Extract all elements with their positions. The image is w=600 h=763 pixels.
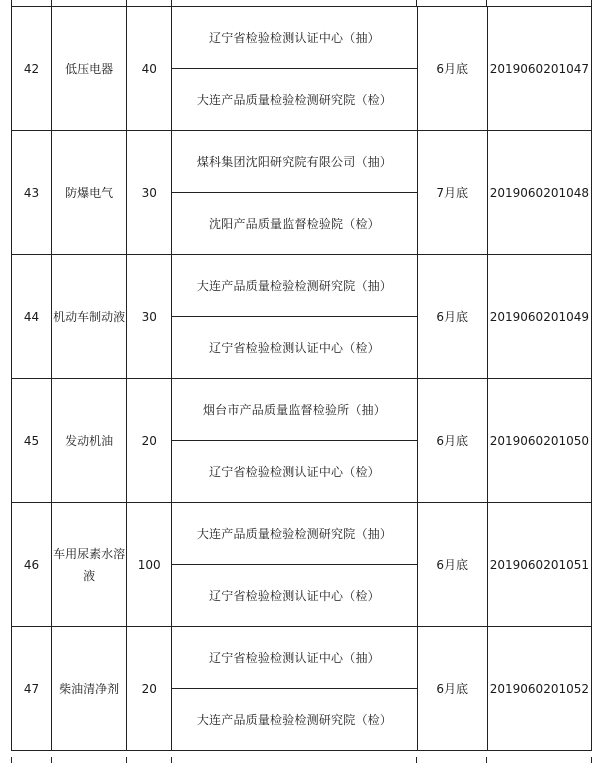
deadline: 6月底 [417,627,487,751]
inspection-table [11,6,592,751]
testing-institution: 辽宁省检验检测认证中心（检） [172,565,417,627]
sampling-institution: 煤科集团沈阳研究院有限公司（抽） [172,131,417,193]
deadline: 6月底 [417,7,487,131]
sampling-institution: 辽宁省检验检测认证中心（抽） [172,7,417,69]
row-number: 46 [12,503,52,627]
product-name: 车用尿素水溶液 [52,503,127,627]
table-row [12,255,592,317]
deadline: 6月底 [417,255,487,379]
product-name: 发动机油 [52,379,127,503]
sampling-institution: 辽宁省检验检测认证中心（抽） [172,627,417,689]
table-row [12,7,592,69]
table-bottom-edge [11,757,592,763]
batch-quantity: 20 [127,627,172,751]
testing-institution: 辽宁省检验检测认证中心（检） [172,441,417,503]
batch-quantity: 30 [127,131,172,255]
row-number: 47 [12,627,52,751]
product-name: 柴油清净剂 [52,627,127,751]
testing-institution: 大连产品质量检验检测研究院（检） [172,689,417,751]
product-name: 防爆电气 [52,131,127,255]
testing-institution: 大连产品质量检验检测研究院（检） [172,69,417,131]
sampling-institution: 烟台市产品质量监督检验所（抽） [172,379,417,441]
deadline: 7月底 [417,131,487,255]
batch-quantity: 20 [127,379,172,503]
task-code: 2019060201047 [487,7,591,131]
row-number: 43 [12,131,52,255]
task-code: 2019060201048 [487,131,591,255]
task-code: 2019060201052 [487,627,591,751]
table-row [12,379,592,441]
sampling-institution: 大连产品质量检验检测研究院（抽） [172,503,417,565]
batch-quantity: 30 [127,255,172,379]
task-code: 2019060201051 [487,503,591,627]
testing-institution: 沈阳产品质量监督检验院（检） [172,193,417,255]
deadline: 6月底 [417,379,487,503]
table-row [12,503,592,565]
product-name: 低压电器 [52,7,127,131]
row-number: 45 [12,379,52,503]
table-row [12,131,592,193]
task-code: 2019060201050 [487,379,591,503]
deadline: 6月底 [417,503,487,627]
product-name: 机动车制动液 [52,255,127,379]
row-number: 44 [12,255,52,379]
testing-institution: 辽宁省检验检测认证中心（检） [172,317,417,379]
batch-quantity: 40 [127,7,172,131]
table-row [12,627,592,689]
row-number: 42 [12,7,52,131]
batch-quantity: 100 [127,503,172,627]
task-code: 2019060201049 [487,255,591,379]
sampling-institution: 大连产品质量检验检测研究院（抽） [172,255,417,317]
